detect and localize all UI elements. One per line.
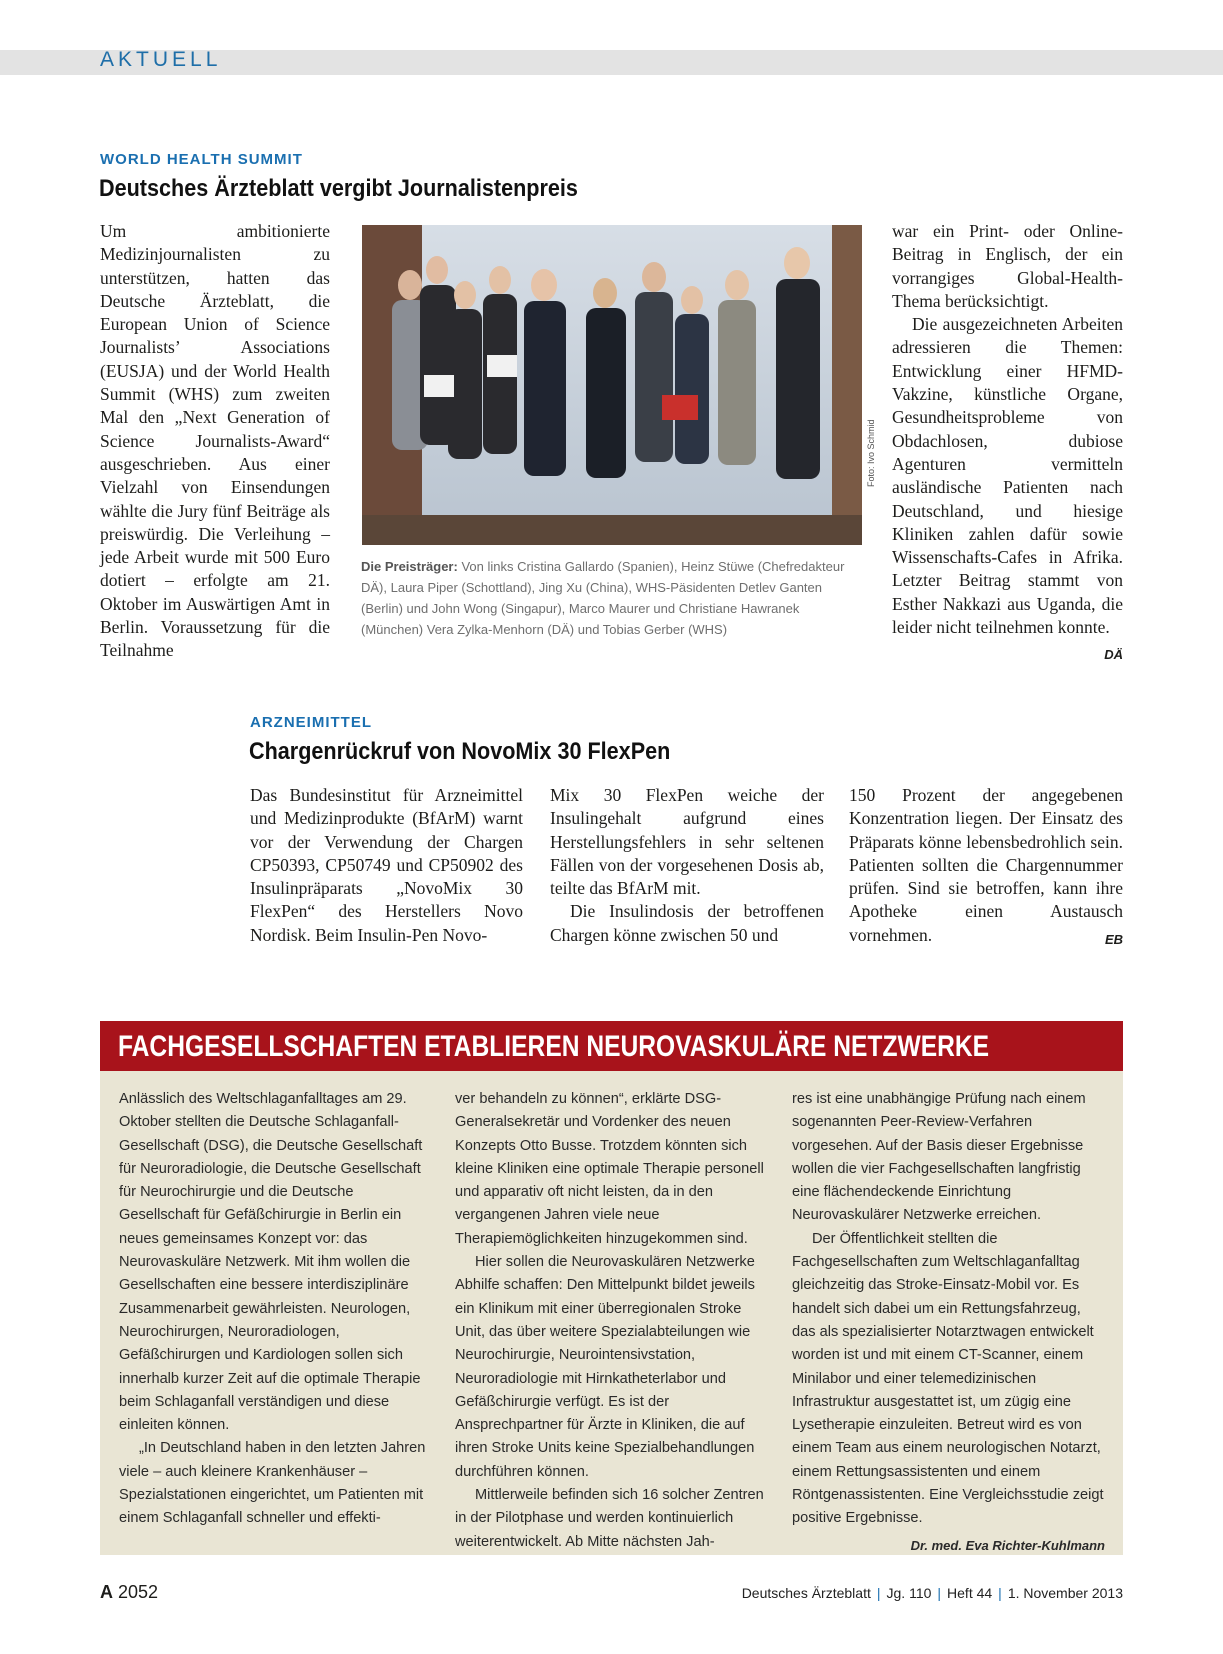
article2-kicker: ARZNEIMITTEL: [250, 714, 372, 731]
article2-column-1: [250, 784, 523, 947]
article2-col3-text: 150 Prozent der angegebenen Konzentration liegen. Der Einsatz des Präparats könne lebensbedrohlich sein. Patienten sollten die Chargennummer prüfen. Sind sie betroffen, kann ihre Apotheke einen Austausch vornehmen. EB: [849, 784, 1123, 947]
footer-separator: |: [937, 1585, 942, 1601]
article1-col3-p1: war ein Print- oder Online-Beitrag in Englisch, der ein vorrangiges Global-Health-Thema berücksichtigt.: [892, 221, 1123, 311]
folio-number: 2052: [118, 1582, 159, 1602]
footer-date: 1. November 2013: [1007, 1585, 1123, 1601]
article1-signature: DÄ: [1104, 647, 1123, 663]
award-group-photo: [362, 225, 862, 545]
box-signature: Dr. med. Eva Richter-Kuhlmann: [910, 1537, 1105, 1553]
caption-text: Von links Cristina Gallardo (Spanien), Heinz Stüwe (Chefredakteur DÄ), Laura Piper (Schottland), Jing Xu (China), WHS-Päsidenten Detlev Ganten (Berlin) und John Wong (Singapur), Marco Maurer und Christiane Hawranek (München) Vera Zylka-Menhorn (DÄ) und Tobias Gerber (WHS): [361, 559, 845, 637]
section-label: AKTUELL: [100, 48, 222, 71]
footer-journal-info: [742, 1585, 1123, 1601]
article2-col2-p2: Die Insulindosis der betroffenen Chargen könne zwischen 50 und: [550, 901, 824, 945]
footer-separator: |: [876, 1585, 881, 1601]
folio-prefix: A: [100, 1582, 113, 1602]
footer-journal: Deutsches Ärzteblatt: [741, 1585, 871, 1601]
article1-headline: Deutsches Ärzteblatt vergibt Journalistenpreis: [99, 175, 578, 202]
box-column-1: [119, 1088, 431, 1531]
footer-separator: |: [998, 1585, 1002, 1601]
article1-kicker: WORLD HEALTH SUMMIT: [100, 151, 303, 168]
box-col2-p2: Hier sollen die Neurovaskulären Netzwerke Abhilfe schaffen: Den Mittelpunkt bildet jeweils ein Klinikum mit einer überregionalen Stroke Unit, das über weitere Spezialabteilungen wie Neurochirurgie, Neurointensivstation, Neuroradiologie mit Hirnkatheterlabor und Gefäßchirurgie verfügt. Es ist der Ansprechpartner für Ärzte in Kliniken, die auf ihren Stroke Units keine Spezialbehandlungen durchführen können.: [455, 1254, 755, 1480]
photo-credit: Foto: Ivo Schmid: [866, 419, 876, 487]
caption-lead: Die Preisträger:: [361, 559, 458, 574]
box-col2-p1: ver behandeln zu können“, erklärte DSG-Generalsekretär und Vordenker des neuen Konzepts Otto Busse. Trotzdem könnten sich kleine Kliniken eine optimale Therapie personell und apparativ oft nicht leisten, da in den vergangenen Jahren viele neue Therapiemöglichkeiten hinzugekommen sind.: [455, 1091, 764, 1247]
photo-caption: [361, 556, 861, 640]
box-column-2: [455, 1088, 767, 1554]
article2-col2-p1: Mix 30 FlexPen weiche der Insulingehalt aufgrund eines Herstellungsfehlers in sehr seltenen Fällen von der vorgesehenen Dosis ab, teilte das BfArM mit.: [550, 785, 824, 899]
box-col3-p2: Der Öffentlichkeit stellten die Fachgesellschaften zum Weltschlaganfalltag gleichzeitig das Stroke-Einsatz-Mobil vor. Es handelt sich dabei um ein Rettungsfahrzeug, das als spezialisierter Notarztwagen entwickelt worden ist und mit einem CT-Scanner, einem Minilabor und einer telemedizinischen Infrastruktur ausgestattet ist, um zügig eine Lysetherapie einzuleiten. Betreut wird es von einem Team aus einem neurologischen Notarzt, einem Rettungsassistenten und einem Röntgenassistenten. Eine Vergleichsstudie zeigt positive Ergebnisse. Dr. med. Eva Richter-Kuhlmann: [792, 1228, 1105, 1531]
box-col1-p1: Anlässlich des Weltschlaganfalltages am 29. Oktober stellten die Deutsche Schlaganfall-Gesellschaft (DSG), die Deutsche Gesellschaft für Neuroradiologie, die Deutsche Gesellschaft für Neurochirurgie und die Deutsche Gesellschaft für Gefäßchirurgie in Berlin ein neues gemeinsames Konzept vor: das Neurovaskuläre Netzwerk. Mit ihm wollen die Gesellschaften eine bessere interdisziplinäre Zusammenarbeit gewährleisten. Neurologen, Neurochirurgen, Neuroradiologen, Gefäßchirurgen und Kardiologen sollen sich innerhalb kurzer Zeit auf die optimale Therapie beim Schlaganfall verständigen und diese einleiten können.: [119, 1091, 423, 1434]
article1-column-3: [892, 220, 1123, 667]
article2-signature: EB: [1104, 931, 1123, 947]
article1-photo: [362, 225, 862, 545]
article2-column-2: [550, 784, 824, 947]
article2-col1-text: Das Bundesinstitut für Arzneimittel und Medizinprodukte (BfArM) warnt vor der Verwendung der Chargen CP50393, CP50749 und CP50902 des Insulinpräparats „NovoMix 30 FlexPen“ des Herstellers Novo Nordisk. Beim Insulin-Pen Novo-: [250, 785, 523, 945]
article1-col1-text: Um ambitionierte Medizinjournalisten zu unterstützen, hatten das Deutsche Ärzteblatt, die European Union of Science Journalists’ Associations (EUSJA) und der World Health Summit (WHS) zum zweiten Mal den „Next Generation of Science Journalists-Award“ ausgeschrieben. Aus einer Vielzahl von Einsendungen wählte die Jury fünf Beiträge als preiswürdig. Die Verleihung – jede Arbeit wurde mit 500 Euro dotiert – erfolgte am 21. Oktober im Auswärtigen Amt in Berlin. Voraussetzung für die Teilnahme: [100, 221, 330, 661]
article1-column-1: [100, 220, 330, 663]
footer-volume: Jg. 110: [886, 1585, 932, 1601]
article2-column-3: [849, 784, 1123, 951]
article2-headline: Chargenrückruf von NovoMix 30 FlexPen: [249, 738, 671, 765]
info-box-title: FACHGESELLSCHAFTEN ETABLIEREN NEUROVASKULÄRE NETZWERKE: [118, 1030, 990, 1063]
footer-issue: Heft 44: [947, 1585, 993, 1601]
box-column-3: [792, 1088, 1105, 1557]
page-number: [100, 1582, 158, 1603]
box-col1-p2: „In Deutschland haben in den letzten Jahren viele – auch kleinere Krankenhäuser – Spezialstationen eingerichtet, um Patienten mit einem Schlaganfall schneller und effekti-: [119, 1440, 426, 1527]
box-col3-p1: res ist eine unabhängige Prüfung nach einem sogenannten Peer-Review-Verfahren vorgesehen. Auf der Basis dieser Ergebnisse wollen die vier Fachgesellschaften langfristig eine flächendeckende Einrichtung Neurovaskulärer Netzwerke erreichen.: [792, 1091, 1086, 1224]
box-col2-p3: Mittlerweile befinden sich 16 solcher Zentren in der Pilotphase und werden kontinuierlich weiterentwickelt. Ab Mitte nächsten Jah-: [455, 1487, 764, 1550]
article1-col3-p2: Die ausgezeichneten Arbeiten adressieren die Themen: Entwicklung einer HFMD-Vakzine, künstliche Organe, Gesundheitsprobleme von Obdachlosen, dubiose Agenturen vermitteln ausländische Patienten nach Deutschland, und hiesige Kliniken zahlen dafür sowie Wissenschafts-Cafes in Afrika. Letzter Beitrag stammt von Esther Nakkazi aus Uganda, die leider nicht teilnehmen konnte. DÄ: [892, 313, 1123, 639]
